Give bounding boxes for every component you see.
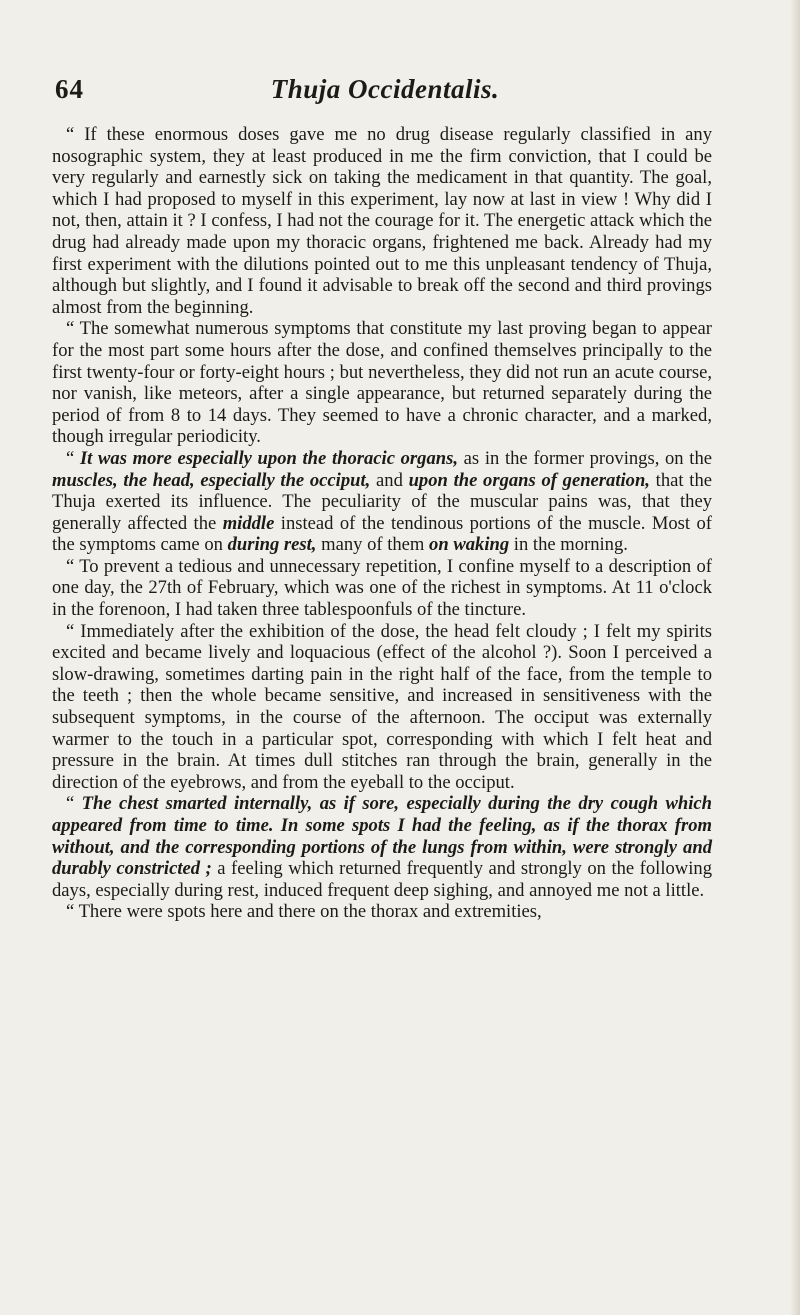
text-run: in the morning. — [509, 534, 628, 556]
italic-run: The chest smarted internally, as if sore, especially during the dry cough which appeared from time to time. In some spots I had the feeling, as if the thorax from without, and the corresponding portions of the lungs from within, were strongly and durably constricted ; — [52, 793, 712, 880]
paragraph — [52, 124, 712, 318]
text-run: many of them — [316, 534, 430, 556]
book-title: Thuja Occidentalis. — [270, 74, 500, 104]
body-text — [52, 124, 712, 923]
text-run: instead of the tendinous portions of the muscle. Most of the symptoms came on — [52, 512, 712, 556]
text-run: “ There were spots here and there on the thorax and extremities, — [66, 901, 542, 923]
text-run: “ — [66, 793, 82, 815]
text-run: and — [370, 469, 409, 491]
text-run: as in the former provings, on the — [457, 447, 712, 469]
italic-run: upon the organs of generation, — [408, 469, 650, 491]
italic-run: during rest, — [227, 534, 317, 556]
text-run: “ — [66, 447, 80, 469]
italic-run: the head, — [123, 469, 195, 491]
italic-run: middle — [222, 512, 275, 534]
text-run: a feeling which returned frequently and strongly on the following days, especially during rest, induced frequent deep sighing, and annoyed me not a little. — [52, 858, 712, 901]
page-edge-shadow — [790, 0, 800, 1315]
paragraph — [52, 793, 712, 901]
text-run: “ To prevent a tedious and unnecessary repetition, I confine myself to a description of one day, the 27th of February, which was one of the richest in symptoms. At 11 o'clock in the forenoon, I had taken three tablespoonfuls of the tincture. — [52, 555, 712, 621]
text-run: “ Immediately after the exhibition of the dose, the head felt cloudy ; I felt my spirits excited and became lively and loquacious (effect of the alcohol ?). Soon I perceived a slow-drawing, sometimes darting pain in the right half of the face, from the temple to the teeth ; then the whole became sensitive, and increased in sensitiveness with the subsequent symptoms, in the course of the afternoon. The occiput was externally warmer to the touch in a particular spot, corresponding with which I felt heat and pressure in the brain. At times dull stitches ran through the brain, generally in the direction of the eyebrows, and from the eyeball to the occiput. — [52, 620, 712, 793]
text-run: “ The somewhat numerous symptoms that constitute my last proving began to appear for the most part some hours after the dose, and confined themselves principally to the first twenty-four or forty-eight hours ; but nevertheless, they did not run an acute course, nor vanish, like meteors, after a single appearance, but returned separately during the period of from 8 to 14 days. They seemed to have a chronic character, and a marked, though irregular periodicity. — [52, 318, 712, 448]
paragraph — [52, 556, 712, 621]
page-number: 64 — [55, 74, 84, 104]
running-head — [55, 74, 715, 114]
paragraph — [52, 621, 712, 794]
text-run: that the Thuja exerted its influence. The peculiarity of the muscular pains was, that they generally affected the — [52, 469, 712, 534]
italic-run: It was more especially upon the thoracic organs, — [79, 447, 458, 469]
paragraph — [52, 318, 712, 448]
italic-run: on waking — [429, 534, 510, 556]
italic-run: especially the occiput, — [200, 469, 371, 491]
paragraph — [52, 448, 712, 556]
text-run: “ If these enormous doses gave me no drug disease regularly classified in any nosographic system, they at least produced in me the firm conviction, that I could be very regularly and earnestly sick on taking the medicament in that quantity. The goal, which I had proposed to myself in this experiment, lay now at last in view ! Why did I not, then, attain it ? I confess, I had not the courage for it. The energetic attack which the drug had already made upon my thoracic organs, frightened me back. Already had my first experiment with the dilutions pointed out to me this unpleasant tendency of Thuja, although but slightly, and I found it advisable to break off the second and third provings almost from the beginning. — [52, 124, 712, 318]
paragraph — [52, 901, 712, 923]
italic-run: muscles, — [52, 469, 118, 491]
